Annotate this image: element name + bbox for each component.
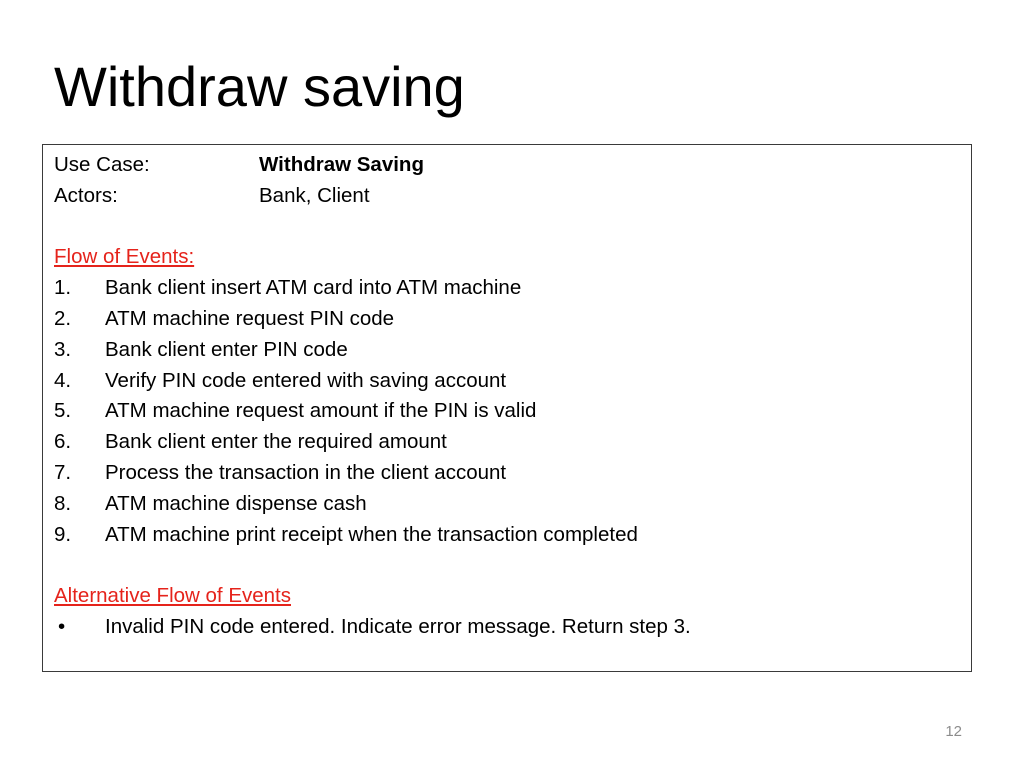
spacer — [54, 212, 971, 243]
actors-value: Bank, Client — [259, 183, 370, 207]
flow-step — [54, 366, 971, 397]
step-text: Bank client enter the required amount — [105, 430, 447, 454]
flow-of-events-list — [54, 273, 971, 550]
step-number: 3. — [54, 337, 72, 361]
use-case-label: Use Case: — [54, 153, 150, 176]
bullet-icon: • — [58, 614, 66, 638]
use-case-value: Withdraw Saving — [259, 153, 424, 176]
use-case-box — [42, 144, 972, 672]
step-text: ATM machine request PIN code — [105, 306, 395, 330]
spacer — [54, 550, 971, 581]
step-text: ATM machine request amount if the PIN is valid — [105, 399, 537, 423]
alternative-flow-item — [54, 612, 971, 643]
step-number: 4. — [54, 368, 72, 392]
step-number: 8. — [54, 491, 72, 515]
actors-row — [54, 181, 971, 212]
step-number: 9. — [54, 522, 72, 546]
step-number: 7. — [54, 460, 72, 484]
page-number: 12 — [945, 723, 962, 740]
step-text: ATM machine dispense cash — [105, 491, 367, 515]
step-number: 5. — [54, 399, 72, 423]
flow-of-events-heading: Flow of Events: — [54, 245, 195, 269]
alternative-flow-text: Invalid PIN code entered. Indicate error message. Return step 3. — [105, 614, 691, 638]
alternative-flow-heading: Alternative Flow of Events — [54, 584, 291, 608]
slide-title: Withdraw saving — [54, 55, 465, 118]
step-number: 1. — [54, 276, 72, 300]
flow-step — [54, 396, 971, 427]
flow-step — [54, 427, 971, 458]
flow-step — [54, 273, 971, 304]
step-text: Bank client enter PIN code — [105, 337, 348, 361]
flow-step — [54, 335, 971, 366]
use-case-row — [54, 150, 971, 181]
step-number: 6. — [54, 430, 72, 454]
flow-step — [54, 458, 971, 489]
flow-step — [54, 304, 971, 335]
step-text: Verify PIN code entered with saving account — [105, 368, 507, 392]
step-text: Bank client insert ATM card into ATM machine — [105, 276, 522, 300]
actors-label: Actors: — [54, 183, 118, 207]
step-number: 2. — [54, 306, 72, 330]
flow-step — [54, 520, 971, 551]
step-text: ATM machine print receipt when the transaction completed — [105, 522, 638, 546]
alternative-flow-list — [54, 612, 971, 643]
flow-step — [54, 489, 971, 520]
step-text: Process the transaction in the client account — [105, 460, 507, 484]
